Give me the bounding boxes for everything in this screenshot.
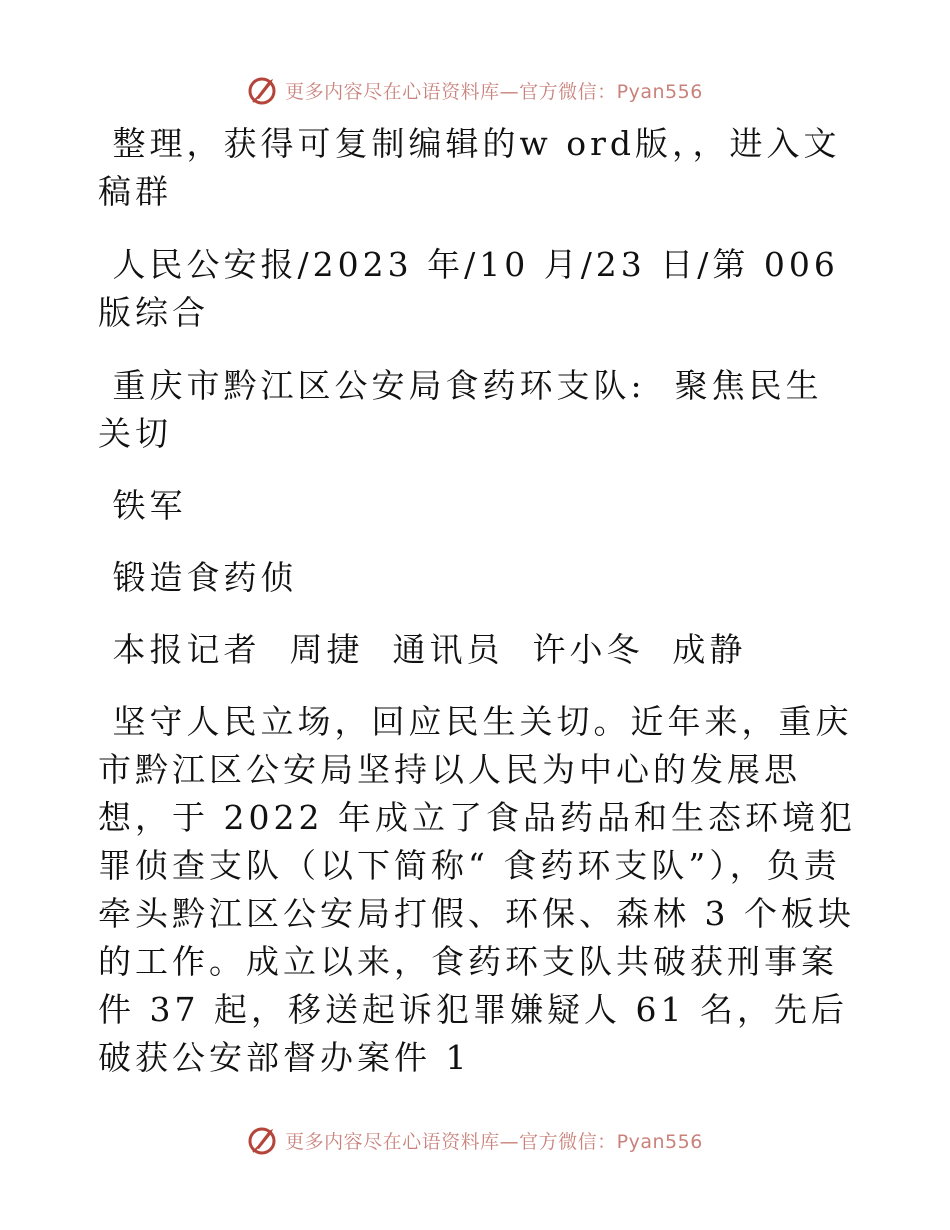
quill-circle-logo-icon xyxy=(247,74,279,106)
subheadline-1: 铁军 xyxy=(98,486,187,525)
byline: 本报记者 周捷 通讯员 许小冬 成静 xyxy=(98,630,747,669)
subheadline-2: 锻造食药侦 xyxy=(98,558,298,597)
intro-line: 整理，获得可复制编辑的w ord版，，进入文稿群 xyxy=(98,124,841,211)
watermark-text: 更多内容尽在心语资料库—官方微信：Pyan556 xyxy=(285,1130,703,1153)
source-line: 人民公安报/2023 年/10 月/23 日/第 006 版综合 xyxy=(98,245,854,332)
header-watermark xyxy=(0,70,950,110)
document-body xyxy=(98,120,858,1082)
watermark-text: 更多内容尽在心语资料库—官方微信：Pyan556 xyxy=(285,80,703,103)
headline: 重庆市黔江区公安局食药环支队: 聚焦民生关切 xyxy=(98,366,823,453)
footer-watermark xyxy=(0,1120,950,1160)
body-paragraph: 坚守人民立场，回应民生关切。近年来，重庆市黔江区公安局坚持以人民为中心的发展思想，于 2022 年成立了食品药品和生态环境犯罪侦查支队（以下简称“ 食药环支队”），负责牵头黔江区公安局打假、环保、森林 3 个板块的工作。成立以来，食药环支队共破获刑事案件 37 起，移送起诉犯罪嫌疑人 61 名，先后破获公安部督办案件 1 xyxy=(98,702,856,1077)
quill-circle-logo-icon xyxy=(247,1124,279,1156)
